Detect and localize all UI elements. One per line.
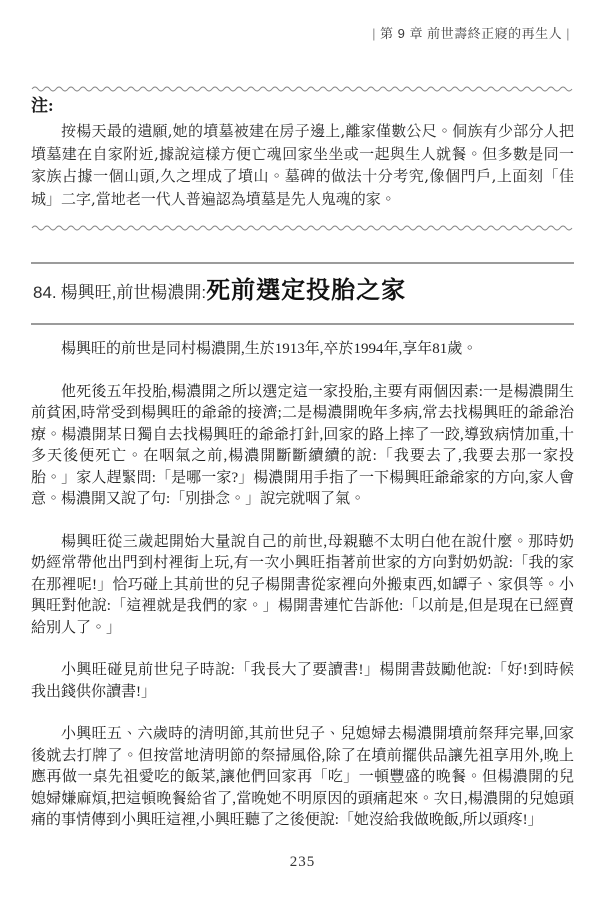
body-paragraph: 楊興旺的前世是同村楊濃開,生於1913年,卒於1994年,享年81歲。: [61, 341, 478, 357]
body-paragraph: 他死後五年投胎,楊濃開之所以選定這一家投胎,主要有兩個因素:一是楊濃開生前貧困,時常受到楊興旺的爺爺的接濟;二是楊濃開晚年多病,常去找楊興旺的爺爺治療。楊濃開某日獨自去找楊興旺的爺爺打針,回家的路上摔了一跤,導致病情加重,十多天後便死亡。在咽氣之前,楊濃開斷斷續續的說:「我要去了,我要去那一家投胎。」家人趕緊問:「是哪一家?」楊濃開用手指了一下楊興旺爺爺家的方向,家人會意。楊濃開又說了句:「別掛念。」說完就咽了氣。: [31, 383, 574, 507]
section-number: 84.: [33, 283, 57, 302]
page-number: 235: [289, 853, 316, 870]
wavy-divider-bottom: [31, 223, 574, 232]
running-head: [31, 26, 574, 42]
note-label: 注:: [31, 96, 54, 115]
note-body: 按楊天最的遺願,她的墳墓被建在房子邊上,離家僅數公尺。侗族有少部分人把墳墓建在自家附近,據說這樣方便亡魂回家坐坐或一起與生人就餐。但多數是同一家族占據一個山頭,久之埋成了墳山。墓碑的做法十分考究,像個門戶,上面刻「佳城」二字,當地老一代人普遍認為墳墓是先人鬼魂的家。: [31, 122, 574, 208]
section-subtitle: 楊興旺,前世楊濃開:: [60, 283, 207, 302]
header-bar-left: |: [372, 26, 377, 41]
chapter-title: 第 9 章 前世壽終正寢的再生人: [380, 26, 563, 41]
body-text: [31, 339, 574, 832]
body-paragraph: 小興旺碰見前世兒子時說:「我長大了要讀書!」楊開書鼓勵他說:「好!到時候我出錢供你讀書!」: [31, 662, 574, 700]
body-paragraph: 小興旺五、六歲時的清明節,其前世兒子、兒媳婦去楊濃開墳前祭拜完畢,回家後就去打牌了。但按當地清明節的祭掃風俗,除了在墳前擺供品讓先祖享用外,晚上應再做一桌先祖愛吃的飯菜,讓他們回家再「吃」一頓豐盛的晚餐。但楊濃開的兒媳婦嫌麻煩,把這頓晚餐給省了,當晚她不明原因的頭痛起來。次日,楊濃開的兒媳頭痛的事情傳到小興旺這裡,小興旺聽了之後便說:「她沒給我做晚飯,所以頭疼!」: [31, 726, 574, 828]
header-bar-right: |: [566, 26, 570, 41]
body-paragraph: 楊興旺從三歲起開始大量說自己的前世,母親聽不太明白他在說什麼。那時奶奶經常帶他出門到村裡街上玩,有一次小興旺指著前世家的方向對奶奶說:「我的家在那裡呢!」恰巧碰上其前世的兒子楊開書從家裡向外搬東西,如罈子、家俱等。小興旺對他說:「這裡就是我們的家。」楊開書連忙告訴他:「以前是,但是現在已經賣給別人了。」: [31, 533, 574, 636]
section-heading: [31, 262, 574, 325]
book-page: [0, 26, 605, 922]
section-title: 死前選定投胎之家: [206, 277, 407, 304]
wavy-divider-top: [31, 84, 574, 93]
